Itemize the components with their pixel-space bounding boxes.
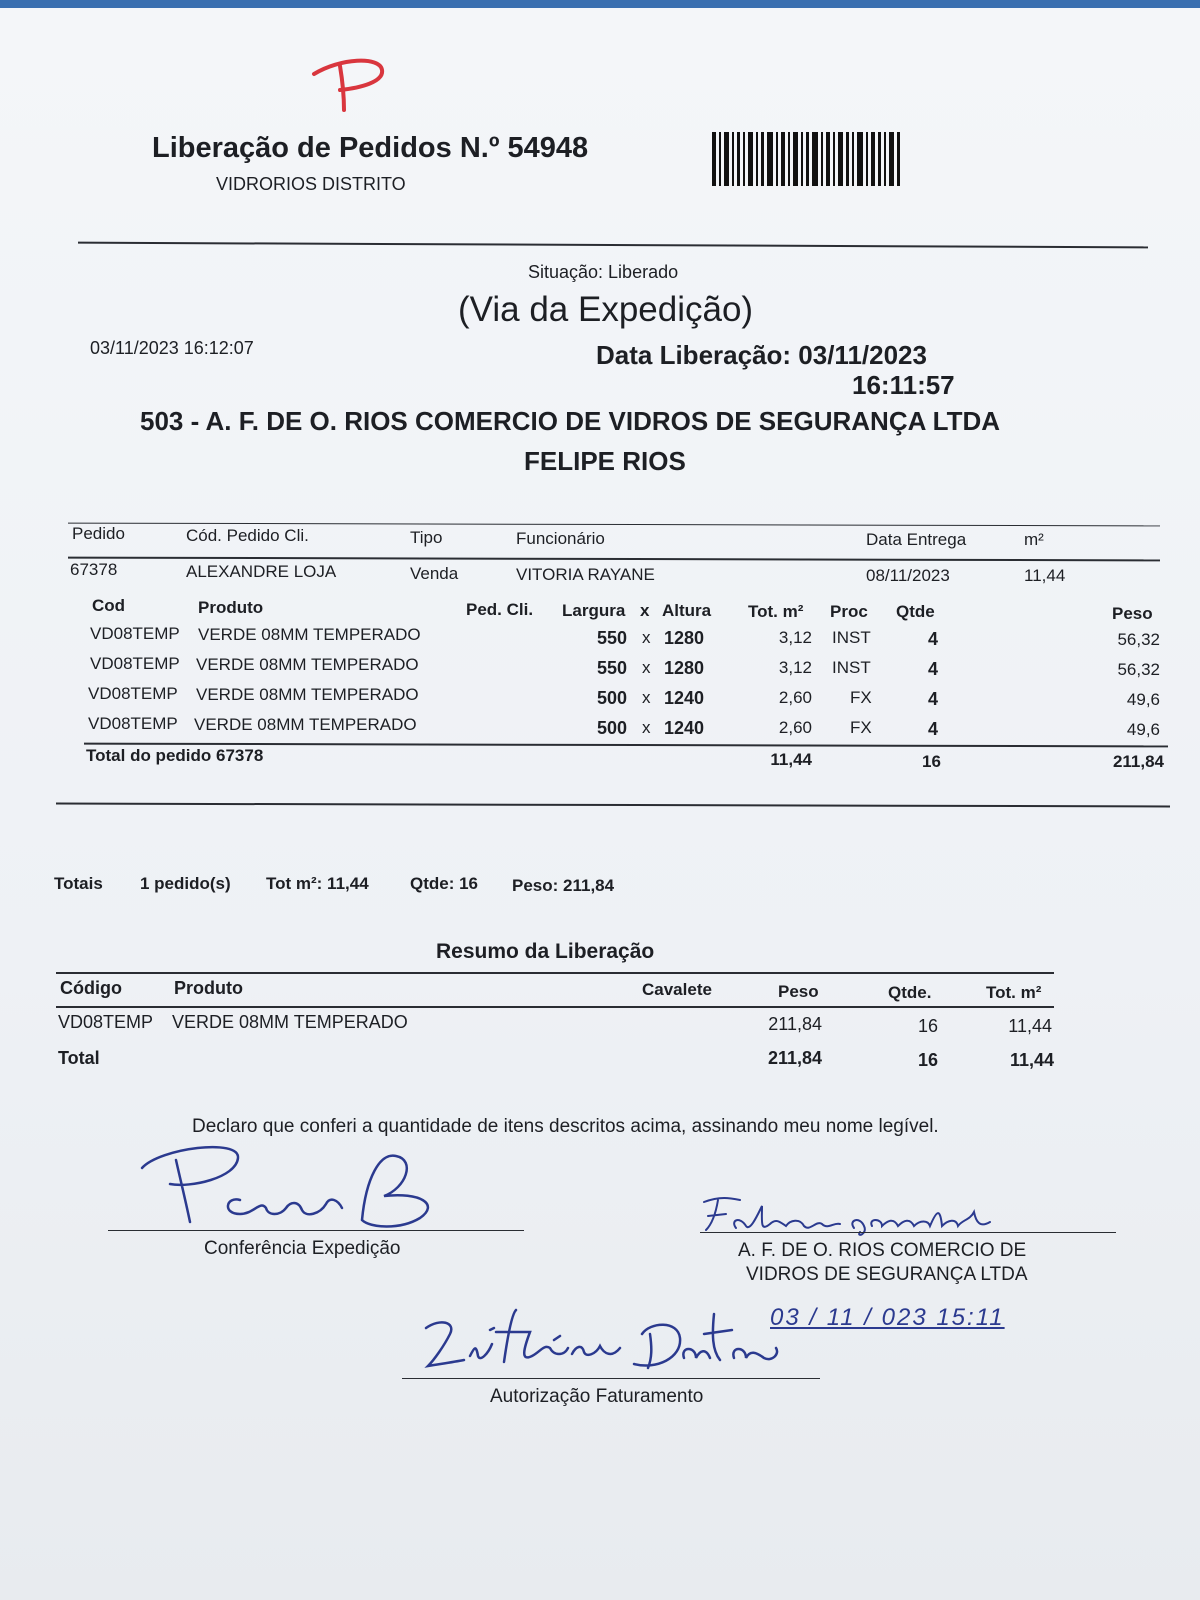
faturamento-label: Autorização Faturamento [490,1386,704,1407]
item-produto: VERDE 08MM TEMPERADO [194,715,417,734]
item-produto: VERDE 08MM TEMPERADO [196,655,419,674]
company-name: VIDRORIOS DISTRITO [216,174,406,194]
item-cod: VD08TEMP [90,654,180,673]
item-altura: 1240 [664,688,705,708]
item-altura: 1240 [664,718,705,738]
summary-total-label: Total [58,1048,100,1068]
barcode [712,132,900,186]
customer-name: 503 - A. F. DE O. RIOS COMERCIO DE VIDROS DE SEGURANÇA LTDA [140,406,1001,436]
col-tipo: Tipo [410,528,443,547]
item-peso: 56,32 [1117,630,1160,649]
document-title: Liberação de Pedidos N.º 54948 [152,132,589,164]
order-total-qtde: 16 [922,752,941,771]
expedicao-signature-line [108,1230,524,1231]
summary-peso: 211,84 [768,1014,822,1034]
item-altura: 1280 [664,628,705,648]
summary-codigo: VD08TEMP [58,1012,154,1032]
item-peso: 49,6 [1126,720,1160,739]
summary-qtde: 16 [917,1016,938,1036]
summary-header-line [56,1006,1054,1008]
item-qtde: 4 [928,659,939,679]
via-label: (Via da Expedição) [458,290,754,329]
item-qtde: 4 [928,629,939,649]
summary-title: Resumo da Liberação [436,940,655,963]
client-label-line1: A. F. DE O. RIOS COMERCIO DE [738,1240,1027,1261]
order-m2: 11,44 [1024,566,1066,585]
items-col-tot-m2: Tot. m² [748,602,804,621]
order-cod-pedido-cli: ALEXANDRE LOJA [186,562,337,581]
order-pedido: 67378 [70,560,118,579]
col-m2: m² [1024,530,1044,549]
item-x: x [642,688,651,707]
item-peso: 56,32 [1117,660,1160,679]
item-cod: VD08TEMP [90,624,180,643]
items-col-ped-cli: Ped. Cli. [466,600,534,619]
status-text: Situação: Liberado [528,262,679,282]
item-tot-m2: 2,60 [778,688,812,707]
totals-pedidos: 1 pedido(s) [140,874,231,893]
item-x: x [642,658,651,677]
item-largura: 550 [597,658,628,678]
totals-qtde: Qtde: 16 [410,874,479,893]
item-x: x [642,718,651,737]
summary-total-peso: 211,84 [767,1048,822,1068]
items-col-cod: Cod [92,596,126,615]
expedicao-signature [130,1138,450,1238]
order-header-line [68,557,1160,562]
summary-col-cavalete: Cavalete [642,980,712,999]
items-col-x: x [640,601,650,620]
item-peso: 49,6 [1126,690,1160,709]
summary-col-produto: Produto [174,978,243,998]
items-col-peso: Peso [1112,604,1153,623]
item-tot-m2: 2,60 [778,718,812,737]
summary-produto: VERDE 08MM TEMPERADO [172,1012,408,1032]
release-date: Data Liberação: 03/11/2023 [596,340,927,370]
order-funcionario: VITORIA RAYANE [516,565,655,584]
summary-tot-m2: 11,44 [1008,1016,1052,1036]
order-total-peso: 211,84 [1112,752,1164,771]
totals-peso: Peso: 211,84 [512,876,615,895]
item-cod: VD08TEMP [88,684,178,703]
item-produto: VERDE 08MM TEMPERADO [196,685,419,704]
summary-col-peso: Peso [778,982,819,1001]
item-largura: 550 [597,628,628,648]
item-altura: 1280 [664,658,705,678]
item-largura: 500 [597,718,628,738]
col-cod-pedido-cli: Cód. Pedido Cli. [186,526,309,545]
item-tot-m2: 3,12 [778,628,812,647]
header-divider [78,242,1148,249]
item-x: x [642,628,651,647]
order-total-m2: 11,44 [770,750,812,769]
expedicao-label: Conferência Expedição [204,1238,401,1259]
summary-total-tot-m2: 11,44 [1009,1050,1054,1070]
declaration-text: Declaro que conferi a quantidade de itens descritos acima, assinando meu nome legível. [192,1116,939,1137]
item-proc: INST [832,628,871,647]
client-label-line2: VIDROS DE SEGURANÇA LTDA [746,1264,1028,1285]
item-proc: INST [832,658,871,677]
document-sheet [0,8,1200,1600]
order-data-entrega: 08/11/2023 [866,566,950,585]
summary-total-qtde: 16 [917,1050,938,1070]
item-cod: VD08TEMP [88,714,178,733]
summary-col-qtde: Qtde. [888,983,932,1002]
col-pedido: Pedido [72,524,125,543]
summary-top-line [56,972,1054,974]
section-divider [56,803,1170,808]
item-qtde: 4 [928,719,939,739]
release-time: 16:11:57 [852,370,955,400]
item-qtde: 4 [928,689,939,709]
faturamento-signature-line [402,1378,820,1379]
items-col-produto: Produto [198,598,264,617]
items-col-altura: Altura [662,601,712,620]
col-funcionario: Funcionário [516,529,605,548]
col-data-entrega: Data Entrega [866,530,967,549]
items-col-qtde: Qtde [896,602,935,621]
contact-name: FELIPE RIOS [524,446,686,476]
totals-label: Totais [54,874,103,893]
items-col-proc: Proc [830,602,868,621]
order-total-label: Total do pedido 67378 [86,746,264,765]
client-handwritten-date: 03 / 11 / 023 15:11 [770,1304,1005,1331]
item-produto: VERDE 08MM TEMPERADO [198,625,421,644]
handwritten-mark-p [300,48,400,128]
items-col-largura: Largura [562,601,626,620]
order-tipo: Venda [410,564,459,583]
summary-col-codigo: Código [60,978,122,998]
item-tot-m2: 3,12 [778,658,812,677]
faturamento-signature [420,1304,800,1384]
item-largura: 500 [597,688,628,708]
item-proc: FX [850,718,872,737]
totals-m2: Tot m²: 11,44 [266,874,369,893]
summary-col-tot-m2: Tot. m² [986,983,1042,1002]
item-proc: FX [850,688,872,707]
client-signature-line [700,1232,1116,1233]
printed-at: 03/11/2023 16:12:07 [90,338,254,358]
